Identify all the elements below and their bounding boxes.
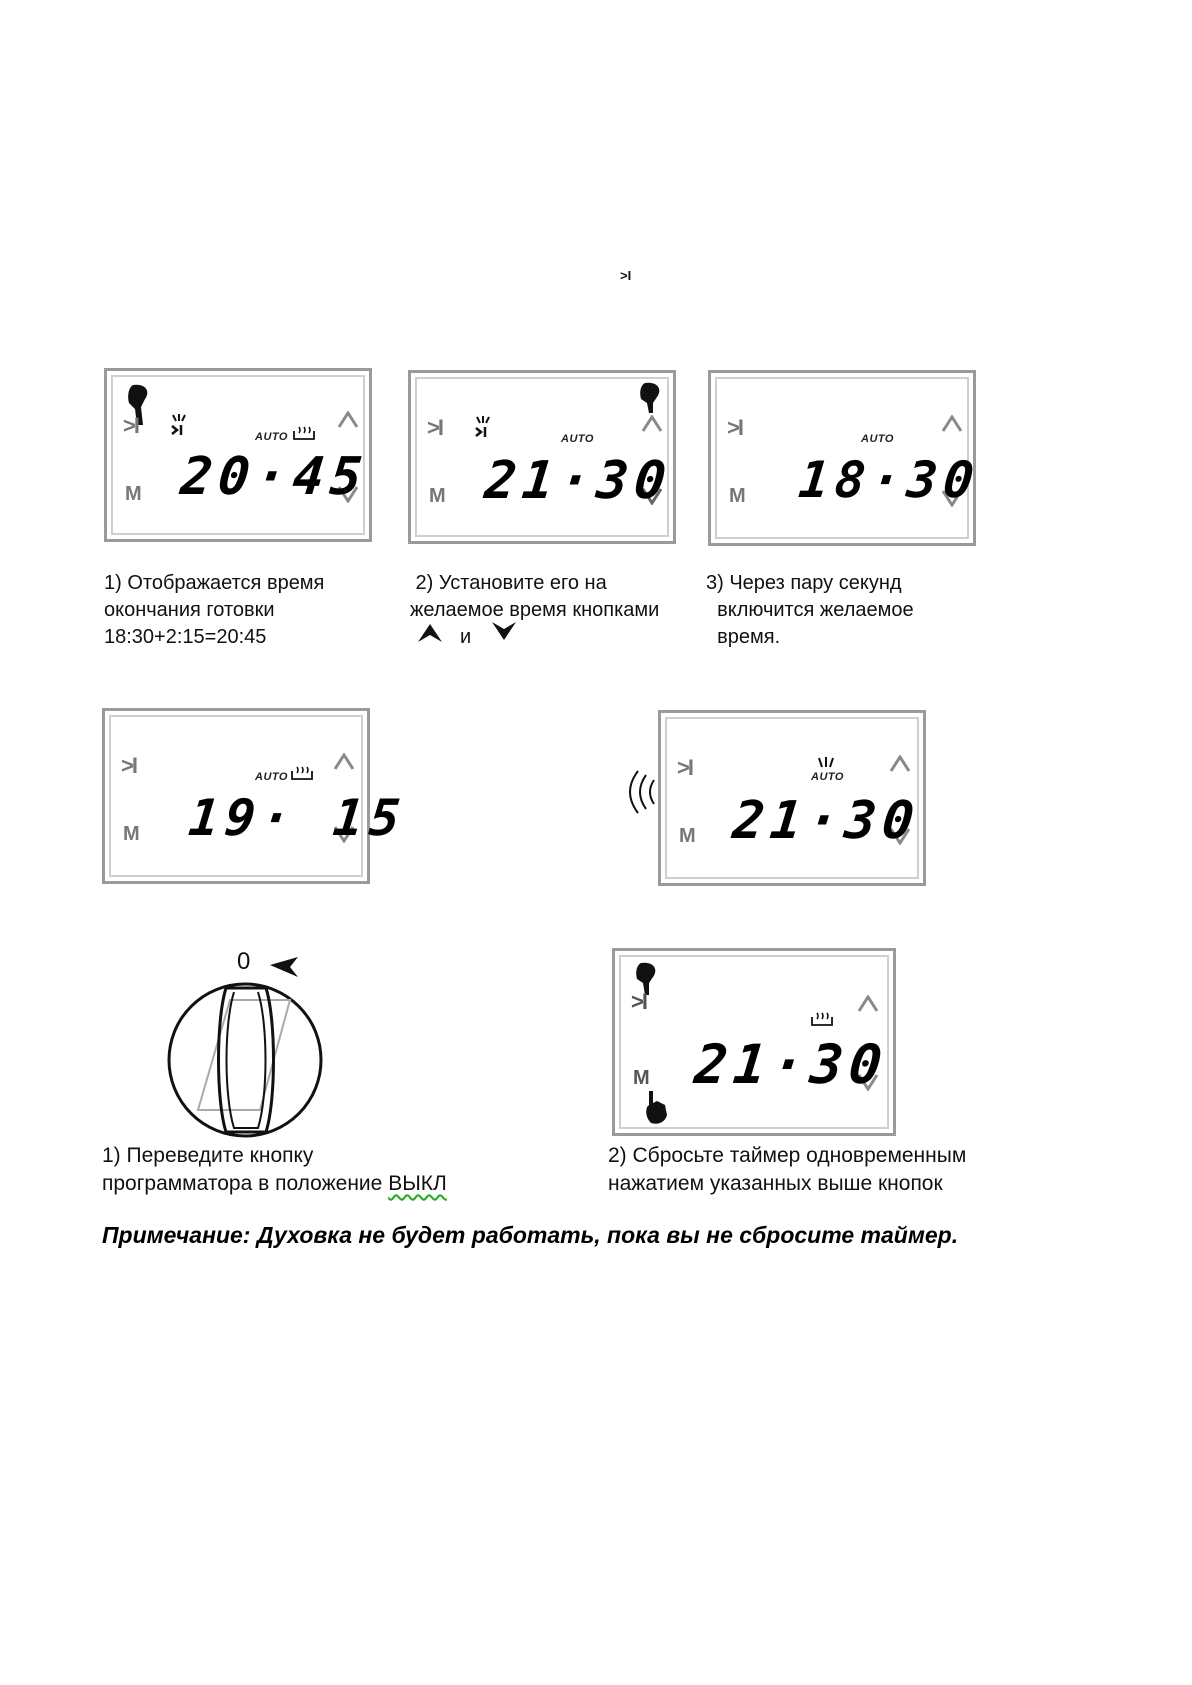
m-button[interactable]: M [679, 825, 696, 847]
caption-step-3: 3) Через пару секунд включится желаемое время. [706, 572, 914, 648]
forward-mark: >I [123, 413, 138, 438]
auto-indicator: AUTO [811, 771, 844, 783]
sound-wave-icon [624, 770, 660, 814]
lcd-panel-3 [708, 370, 983, 546]
lcd-panel-6 [612, 948, 896, 1136]
auto-indicator: AUTO [561, 433, 594, 445]
up-arrow-icon [416, 622, 444, 644]
caption-step-1: 1) Отображается время окончания готовки 18:30+2:15=20:45 [104, 572, 325, 648]
up-arrow-icon[interactable] [889, 755, 911, 773]
pointing-hand-icon [639, 381, 665, 415]
lcd-panel-1 [104, 368, 372, 542]
heating-icon [811, 1011, 833, 1027]
lcd-panel-4 [102, 708, 409, 884]
auto-indicator: AUTO [255, 431, 288, 443]
note-text: Примечание: Духовка не будет работать, пока вы не сбросите таймер. [102, 1222, 959, 1248]
programmer-knob[interactable] [160, 980, 330, 1140]
time-display: 21·30 [729, 791, 923, 851]
forward-icon: >I [620, 268, 632, 283]
m-button[interactable]: M [729, 485, 746, 507]
forward-mark: >I [631, 989, 646, 1014]
forward-mark: >I [677, 755, 692, 780]
forward-mark: >I [121, 753, 136, 778]
heating-icon [293, 425, 315, 441]
time-display: 18·30 [795, 451, 983, 509]
up-arrow-icon[interactable] [337, 411, 359, 429]
m-button[interactable]: M [429, 485, 446, 507]
caption-knob-off: ВЫКЛ [388, 1172, 447, 1195]
blink-forward-icon [473, 415, 493, 443]
auto-indicator: AUTO [255, 771, 288, 783]
m-button[interactable]: M [633, 1067, 650, 1089]
dial-zero-label: 0 [237, 948, 251, 975]
caption-step-2-line-1: 2) Установите его на [410, 572, 607, 594]
lcd-panel-5 [658, 710, 926, 886]
auto-indicator: AUTO [861, 433, 894, 445]
pressing-hand-icon [641, 1089, 669, 1127]
m-button[interactable]: M [125, 483, 142, 505]
time-display: 20·45 [177, 447, 371, 507]
caption-knob-line-1 [102, 1142, 447, 1198]
heating-icon [291, 765, 313, 781]
pointer-arrow-icon [268, 955, 300, 979]
caption-reset: 2) Сбросьте таймер одновременным нажатием указанных выше кнопок [608, 1144, 967, 1195]
up-arrow-icon[interactable] [641, 415, 663, 433]
caption-knob-text: 1) Переведите кнопку программатора в положение [102, 1144, 383, 1195]
m-button[interactable]: M [123, 823, 140, 845]
time-display: 21·30 [691, 1033, 891, 1096]
lcd-panel-2 [408, 370, 676, 544]
time-display: 21·30 [481, 451, 675, 511]
caption-and: и [460, 626, 472, 648]
up-arrow-icon[interactable] [857, 995, 879, 1013]
down-arrow-icon [490, 620, 518, 642]
blink-forward-icon [169, 413, 189, 441]
up-arrow-icon[interactable] [333, 753, 355, 771]
caption-step-2-line-2: желаемое время кнопками [410, 599, 660, 621]
up-arrow-icon[interactable] [941, 415, 963, 433]
forward-mark: >I [727, 415, 742, 440]
time-display: 19· 15 [185, 789, 409, 847]
blink-indicator-icon [815, 757, 837, 769]
forward-mark: >I [427, 415, 442, 440]
